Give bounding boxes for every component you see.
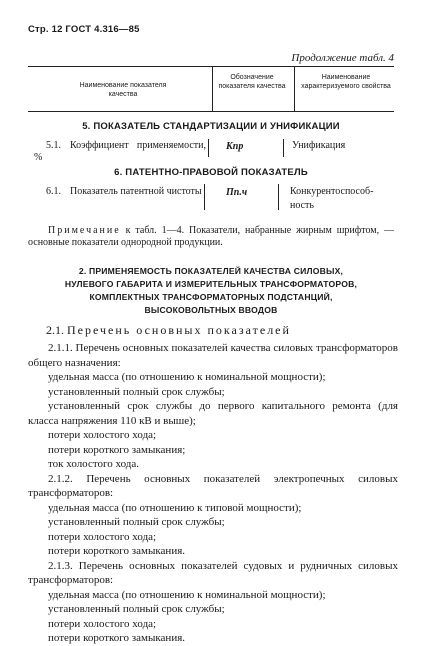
- row-bar: [208, 139, 209, 157]
- note-text: к табл. 1—4. Показатели, набранные жирным шрифтом, — основные показатели однородной продукции.: [28, 225, 395, 248]
- table-note: [28, 225, 394, 249]
- column-divider: [294, 67, 295, 111]
- row-5-1-property: Унификация: [292, 140, 346, 151]
- body-paragraph: 2.1.3. Перечень основных показателей судовых и рудничных силовых трансформаторов:: [28, 559, 398, 586]
- row-6-1-symbol: Пп.ч: [226, 187, 248, 198]
- column-divider: [212, 67, 213, 111]
- body-paragraph: установленный полный срок службы;: [48, 603, 225, 615]
- body-text: [28, 341, 398, 646]
- body-paragraph: 2.1.1. Перечень основных показателей качества силовых трансформаторов общего назначения:: [28, 342, 398, 369]
- body-paragraph: потери короткого замыкания.: [48, 545, 186, 557]
- subsection-2-1-title: [46, 323, 291, 338]
- body-paragraph: потери холостого хода;: [48, 530, 157, 543]
- section-2-title-line: 2. ПРИМЕНЯЕМОСТЬ ПОКАЗАТЕЛЕЙ КАЧЕСТВА СИЛОВЫХ,: [78, 266, 344, 276]
- body-paragraph: потери холостого хода;: [48, 617, 157, 630]
- row-5-1-number: 5.1.: [46, 140, 61, 151]
- page-header: Стр. 12 ГОСТ 4.316—85: [28, 24, 140, 35]
- row-6-1-name: Показатель патентной чистоты: [70, 186, 202, 197]
- note-label: Примечание: [48, 225, 121, 236]
- section-2-title: [28, 265, 394, 317]
- column-header-name: Наименование показателя качества: [79, 82, 167, 98]
- body-paragraph: потери холостого хода;: [48, 429, 157, 441]
- row-6-1-number: 6.1.: [46, 186, 61, 197]
- subsection-number: 2.1.: [46, 323, 64, 337]
- row-bar: [283, 139, 284, 157]
- body-paragraph: потери короткого замыкания.: [48, 632, 186, 644]
- column-header-property: Наименование характеризуемого свойства: [301, 74, 391, 90]
- table-header: [28, 66, 394, 112]
- row-6-1-property-line1: Конкурентоспособ-: [290, 186, 374, 197]
- column-header-symbol: Обозначение показателя качества: [218, 74, 286, 90]
- body-paragraph: потери короткого замыкания;: [48, 443, 186, 456]
- section-2-title-line: ВЫСОКОВОЛЬТНЫХ ВВОДОВ: [144, 305, 278, 315]
- section-2-title-line: КОМПЛЕКТНЫХ ТРАНСФОРМАТОРНЫХ ПОДСТАНЦИЙ,: [89, 292, 333, 302]
- body-paragraph: удельная масса (по отношению к номинальной мощности);: [48, 588, 326, 601]
- row-bar: [204, 184, 205, 210]
- section-2-title-line: НУЛЕВОГО ГАБАРИТА И ИЗМЕРИТЕЛЬНЫХ ТРАНСФОРМАТОРОВ,: [64, 279, 358, 289]
- body-paragraph: удельная масса (по отношению к типовой мощности);: [48, 501, 302, 514]
- row-5-1-name: Коэффициент применяемости,: [70, 140, 206, 151]
- row-bar: [278, 184, 279, 210]
- row-6-1-property-line2: ность: [290, 200, 314, 211]
- body-paragraph: установленный полный срок службы;: [48, 385, 225, 398]
- body-paragraph: удельная масса (по отношению к номинальной мощности);: [48, 371, 326, 383]
- row-5-1-symbol: Кпр: [226, 141, 244, 152]
- body-paragraph: 2.1.2. Перечень основных показателей электропечных силовых трансформаторов:: [28, 472, 398, 499]
- table-continuation-label: Продолжение табл. 4: [291, 52, 394, 64]
- section-5-title: 5. ПОКАЗАТЕЛЬ СТАНДАРТИЗАЦИИ И УНИФИКАЦИИ: [82, 121, 340, 132]
- body-paragraph: ток холостого хода.: [48, 458, 139, 470]
- subsection-text: Перечень основных показателей: [67, 323, 291, 337]
- row-5-1-unit: %: [34, 152, 43, 163]
- body-paragraph: установленный полный срок службы;: [48, 516, 225, 528]
- body-paragraph: установленный срок службы до первого капитального ремонта (для класса напряжения 110 кВ и выше);: [28, 400, 398, 427]
- section-6-title: 6. ПАТЕНТНО-ПРАВОВОЙ ПОКАЗАТЕЛЬ: [114, 167, 308, 178]
